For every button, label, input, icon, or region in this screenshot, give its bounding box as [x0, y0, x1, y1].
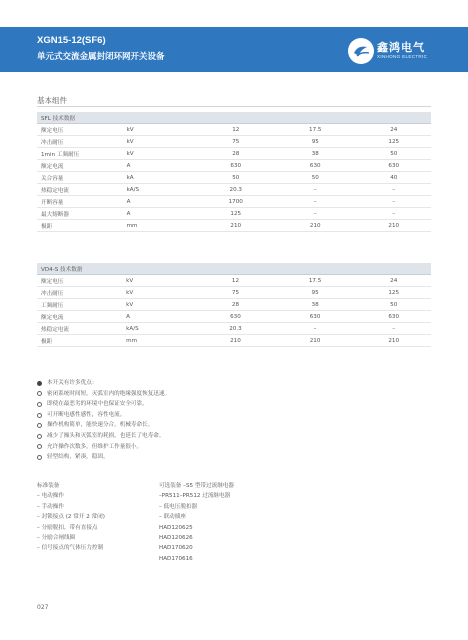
unit: kA/S — [122, 323, 193, 335]
unit: mm — [123, 220, 194, 232]
table-heading: VD4-S 技术数据 — [37, 263, 431, 275]
unit: A — [123, 208, 194, 220]
unit: kV — [122, 275, 193, 287]
feature-item — [37, 452, 170, 463]
equipment-item: – 手动操作 — [37, 503, 64, 510]
feature-lead — [37, 378, 170, 389]
brand-name-en: XINHONG ELECTRIC — [377, 54, 428, 59]
unit: kV — [123, 136, 194, 148]
feature-text: 可开断电感性感性，容性电流。 — [47, 411, 126, 418]
equipment-item: – 分励合闸线圈 — [37, 535, 76, 542]
unit: kV — [122, 299, 193, 311]
equipment-item: HAD120625 — [159, 524, 193, 531]
value-12kv: 28 — [193, 299, 274, 311]
equipment-item: – 封锁接点 (2 常开 2 常闭) — [37, 514, 105, 521]
param-name: 极距 — [37, 220, 123, 232]
value-24kv: 210 — [352, 335, 431, 347]
value-24kv: 630 — [352, 311, 431, 323]
param-name: 额定电压 — [37, 275, 122, 287]
param-name: 冲击耐压 — [37, 136, 123, 148]
bullet-open-icon — [37, 444, 42, 449]
table-row — [37, 335, 431, 347]
value-12kv: 125 — [194, 208, 275, 220]
bullet-open-icon — [37, 434, 42, 439]
unit: A — [123, 196, 194, 208]
value-17-5kv: – — [274, 184, 353, 196]
param-name: 最大熔断器 — [37, 208, 123, 220]
value-12kv: 28 — [194, 148, 275, 160]
value-17-5kv: 630 — [274, 311, 353, 323]
unit: kA/S — [123, 184, 194, 196]
table-row — [37, 275, 431, 287]
value-12kv: 75 — [193, 287, 274, 299]
table-heading-row — [37, 112, 431, 124]
table-row — [37, 124, 431, 136]
table-row — [37, 148, 431, 160]
feature-lead-text: 本开关有许多优点： — [47, 380, 98, 386]
unit: A — [123, 160, 194, 172]
feature-text: 减少了操头和灭弧室的耗损，也延长了电寿命。 — [47, 432, 165, 439]
value-12kv: 75 — [194, 136, 275, 148]
param-name: 热稳定电流 — [37, 184, 123, 196]
bullet-filled-icon — [37, 381, 42, 386]
param-name: 极距 — [37, 335, 122, 347]
table-row — [37, 136, 431, 148]
table-row — [37, 172, 431, 184]
unit: kV — [123, 148, 194, 160]
equipment-item: –PR511–PR512 过流继电器 — [159, 493, 231, 500]
value-17-5kv: 38 — [274, 148, 353, 160]
vd4-spec-table — [37, 263, 431, 347]
table-heading-row — [37, 263, 431, 275]
product-name: 单元式交流金属封闭环网开关设备 — [37, 52, 165, 62]
value-24kv: – — [353, 208, 431, 220]
param-name: 热稳定电流 — [37, 323, 122, 335]
equipment-item: HAD170616 — [159, 555, 193, 562]
section-title: 基本组件 — [37, 96, 67, 105]
param-name: 工频耐压 — [37, 299, 122, 311]
table-heading: SFL 技术数据 — [37, 112, 431, 124]
optional-equipment-title: 可选装备 –S5 型带过流继电器 — [159, 483, 234, 489]
value-17-5kv: 95 — [274, 136, 353, 148]
value-12kv: 630 — [193, 311, 274, 323]
bullet-open-icon — [37, 455, 42, 460]
value-17-5kv: 95 — [274, 287, 353, 299]
feature-text: 即使在最恶劣的环境中也保证安全可靠。 — [47, 401, 148, 408]
unit: kV — [122, 287, 193, 299]
equipment-item: HAD120626 — [159, 535, 193, 542]
value-17-5kv: – — [274, 196, 353, 208]
value-17-5kv: – — [274, 323, 353, 335]
page-number: 027 — [37, 604, 49, 611]
equipment-item: – 电动操作 — [37, 493, 64, 500]
table-row — [37, 196, 431, 208]
unit: kA — [123, 172, 194, 184]
value-12kv: 210 — [194, 220, 275, 232]
value-12kv: 50 — [194, 172, 275, 184]
feature-item — [37, 431, 170, 442]
value-17-5kv: 17.5 — [274, 124, 353, 136]
table-row — [37, 220, 431, 232]
table-row — [37, 299, 431, 311]
value-12kv: 1700 — [194, 196, 275, 208]
value-24kv: 210 — [353, 220, 431, 232]
table-row — [37, 287, 431, 299]
value-12kv: 20.3 — [194, 184, 275, 196]
param-name: 关合容量 — [37, 172, 123, 184]
param-name: 额定电流 — [37, 160, 123, 172]
table-row — [37, 208, 431, 220]
param-name: 额定电压 — [37, 124, 123, 136]
optional-equipment-list — [159, 481, 234, 564]
bullet-open-icon — [37, 413, 42, 418]
section-divider — [37, 106, 431, 107]
value-12kv: 12 — [194, 124, 275, 136]
standard-equipment-title: 标准装备 — [37, 483, 60, 489]
value-24kv: 50 — [353, 148, 431, 160]
feature-item — [37, 399, 170, 410]
bullet-open-icon — [37, 391, 42, 396]
param-name: 冲击耐压 — [37, 287, 122, 299]
company-logo — [348, 38, 440, 64]
param-name: 额定电流 — [37, 311, 122, 323]
feature-item — [37, 442, 170, 453]
bullet-open-icon — [37, 402, 42, 407]
value-24kv: 125 — [353, 136, 431, 148]
unit: A — [122, 311, 193, 323]
sfl-spec-table — [37, 112, 431, 232]
table-row — [37, 184, 431, 196]
equipment-item: – 低电压脱扣器 — [159, 503, 198, 510]
value-24kv: 40 — [353, 172, 431, 184]
equipment-item: – 分励脱扣，带有直接点 — [37, 524, 98, 531]
value-24kv: 24 — [352, 275, 431, 287]
feature-item — [37, 420, 170, 431]
value-17-5kv: 17.5 — [274, 275, 353, 287]
value-24kv: – — [352, 323, 431, 335]
value-12kv: 210 — [193, 335, 274, 347]
value-17-5kv: – — [274, 208, 353, 220]
value-12kv: 20.3 — [193, 323, 274, 335]
standard-equipment-list — [37, 481, 105, 554]
value-12kv: 630 — [194, 160, 275, 172]
bullet-open-icon — [37, 423, 42, 428]
feature-text: 轻型结构，紧凑，稳固。 — [47, 454, 109, 461]
product-model: XGN15-12(SF6) — [37, 35, 106, 46]
feature-text: 允许操作次数多，但维护工作量很小。 — [47, 443, 143, 450]
feature-item — [37, 410, 170, 421]
feature-text: 密闭系统时间短，灭弧室内的绝缘强度恢复迅速。 — [47, 390, 171, 397]
value-12kv: 12 — [193, 275, 274, 287]
param-name: 1min 工频耐压 — [37, 148, 123, 160]
equipment-item: – 信号接点的气体压力控制 — [37, 545, 104, 552]
equipment-item: – 联动插座 — [159, 514, 186, 521]
table-row — [37, 323, 431, 335]
company-logo-icon — [348, 38, 374, 64]
value-24kv: 125 — [352, 287, 431, 299]
value-24kv: 630 — [353, 160, 431, 172]
feature-item — [37, 389, 170, 400]
equipment-item: HAD170620 — [159, 545, 193, 552]
value-17-5kv: 630 — [274, 160, 353, 172]
unit: mm — [122, 335, 193, 347]
value-24kv: – — [353, 196, 431, 208]
value-17-5kv: 50 — [274, 172, 353, 184]
value-24kv: 24 — [353, 124, 431, 136]
unit: kV — [123, 124, 194, 136]
param-name: 开断容量 — [37, 196, 123, 208]
brand-name-cn: 鑫鸿电气 — [377, 41, 425, 54]
value-17-5kv: 210 — [274, 220, 353, 232]
feature-text: 操作机构简单，能快速分合，机械寿命长。 — [47, 422, 154, 429]
table-row — [37, 160, 431, 172]
value-24kv: – — [353, 184, 431, 196]
value-17-5kv: 210 — [274, 335, 353, 347]
header-bar — [0, 27, 468, 72]
value-24kv: 50 — [352, 299, 431, 311]
table-row — [37, 311, 431, 323]
value-17-5kv: 38 — [274, 299, 353, 311]
feature-list — [37, 378, 170, 463]
